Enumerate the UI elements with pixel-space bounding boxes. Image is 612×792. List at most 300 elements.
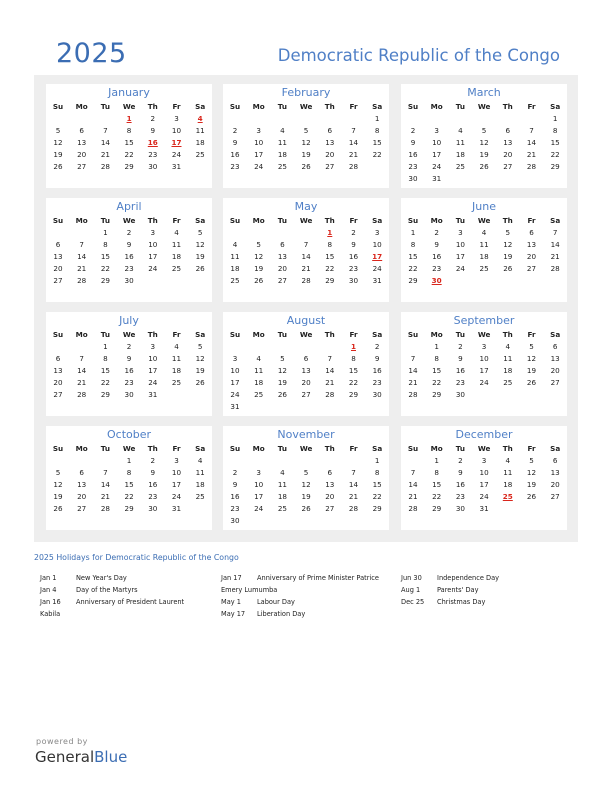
day: 18	[277, 150, 287, 159]
day: 5	[505, 228, 511, 237]
day: 27	[550, 492, 560, 501]
day: 26	[195, 264, 205, 273]
day: 24	[171, 150, 182, 159]
day: 19	[301, 492, 311, 501]
day: 23	[230, 162, 240, 171]
day: 8	[327, 240, 333, 249]
generalblue-logo	[35, 748, 127, 766]
month-name: April	[116, 200, 142, 213]
weekday-header: Sa	[550, 444, 561, 453]
day: 26	[479, 162, 489, 171]
holiday-day: 16	[147, 138, 158, 147]
day: 6	[55, 354, 61, 363]
powered-by-label: powered by	[36, 737, 88, 746]
holiday-name: Labour Day	[257, 598, 295, 606]
day: 7	[79, 354, 84, 363]
weekday-header: Sa	[195, 330, 206, 339]
holiday-date: Jan 4	[40, 586, 57, 594]
day: 30	[124, 390, 134, 399]
day: 15	[408, 252, 418, 261]
month-september	[401, 312, 567, 416]
day: 14	[408, 366, 418, 375]
weekday-header: Fr	[172, 330, 181, 339]
day: 2	[126, 342, 132, 351]
day: 21	[408, 492, 418, 501]
day: 19	[195, 366, 205, 375]
weekday-header: Fr	[172, 102, 181, 111]
day: 25	[455, 162, 465, 171]
day: 28	[526, 162, 537, 171]
day: 3	[150, 342, 156, 351]
month-july	[46, 312, 212, 416]
day: 3	[150, 228, 156, 237]
weekday-header: Su	[407, 330, 419, 339]
holiday-column	[401, 572, 577, 608]
day: 9	[150, 126, 156, 135]
day: 2	[410, 126, 416, 135]
day: 30	[124, 276, 134, 285]
day: 20	[550, 480, 560, 489]
day: 25	[503, 378, 513, 387]
day: 11	[455, 138, 465, 147]
holiday-day: 1	[327, 228, 333, 237]
weekday-header: We	[122, 216, 136, 225]
day: 22	[550, 150, 560, 159]
day: 18	[195, 138, 205, 147]
day: 23	[432, 264, 442, 273]
day: 18	[277, 492, 287, 501]
day: 9	[410, 138, 416, 147]
holiday-day: 30	[431, 276, 442, 285]
holiday-row	[40, 584, 216, 596]
holiday-name: Independence Day	[437, 574, 500, 582]
weekday-header: Th	[147, 216, 158, 225]
day: 22	[100, 264, 110, 273]
weekday-header: Fr	[349, 330, 358, 339]
day: 28	[408, 390, 418, 399]
day: 14	[100, 480, 110, 489]
day: 18	[230, 264, 240, 273]
weekday-header: Su	[229, 216, 241, 225]
weekday-header: Tu	[100, 444, 110, 453]
day: 24	[148, 264, 158, 273]
day: 24	[171, 492, 182, 501]
day: 3	[174, 456, 179, 465]
weekday-header: Sa	[372, 444, 383, 453]
day: 13	[77, 480, 87, 489]
month-march	[401, 84, 567, 188]
holiday-day: 4	[197, 114, 203, 123]
day: 24	[148, 378, 158, 387]
day: 24	[479, 492, 489, 501]
day: 6	[529, 228, 534, 237]
day: 19	[254, 264, 264, 273]
weekday-header: Mo	[75, 102, 88, 111]
holiday-row	[40, 596, 216, 608]
month-name: June	[472, 200, 496, 213]
day: 31	[432, 174, 442, 183]
day: 5	[197, 228, 203, 237]
weekday-header: Mo	[430, 102, 443, 111]
day: 18	[254, 378, 264, 387]
day: 23	[148, 150, 158, 159]
day: 7	[79, 240, 84, 249]
day: 10	[148, 354, 158, 363]
day: 5	[280, 354, 285, 363]
day: 11	[171, 240, 182, 249]
day: 31	[479, 504, 489, 513]
day: 27	[53, 276, 63, 285]
weekday-header: Su	[407, 444, 419, 453]
day: 5	[481, 126, 487, 135]
day: 24	[455, 264, 465, 273]
day: 11	[277, 480, 287, 489]
day: 25	[230, 276, 240, 285]
day: 8	[552, 126, 558, 135]
day: 29	[100, 390, 110, 399]
day: 27	[503, 162, 513, 171]
day: 6	[280, 240, 285, 249]
day: 27	[53, 390, 63, 399]
day: 9	[232, 138, 238, 147]
weekday-header: We	[299, 444, 313, 453]
day: 31	[230, 402, 240, 411]
day: 13	[325, 138, 335, 147]
day: 14	[348, 480, 359, 489]
day: 11	[171, 354, 182, 363]
weekday-header: Fr	[349, 102, 358, 111]
day: 29	[432, 504, 442, 513]
day: 29	[100, 276, 110, 285]
day: 21	[301, 264, 311, 273]
day: 2	[150, 456, 156, 465]
day: 26	[53, 162, 63, 171]
weekday-header: Tu	[100, 330, 110, 339]
day: 16	[372, 366, 382, 375]
holiday-day: 1	[350, 342, 356, 351]
day: 30	[148, 162, 158, 171]
weekday-header: Sa	[372, 330, 383, 339]
day: 25	[277, 504, 287, 513]
day: 17	[479, 366, 489, 375]
weekday-header: Mo	[252, 330, 265, 339]
day: 1	[126, 456, 132, 465]
month-name: September	[453, 314, 515, 327]
day: 11	[254, 366, 264, 375]
day: 28	[348, 504, 359, 513]
holiday-date: May 1	[221, 598, 241, 606]
day: 6	[303, 354, 309, 363]
day: 5	[55, 126, 61, 135]
month-february	[223, 84, 389, 188]
day: 23	[372, 378, 382, 387]
holiday-date: Jan 1	[40, 574, 57, 582]
day: 15	[372, 138, 382, 147]
day: 30	[455, 504, 465, 513]
day: 15	[100, 366, 110, 375]
day: 2	[232, 468, 238, 477]
weekday-header: Th	[324, 216, 335, 225]
holiday-date: Aug 1	[401, 586, 421, 594]
weekday-header: Tu	[455, 330, 465, 339]
day: 3	[256, 126, 261, 135]
day: 7	[351, 126, 356, 135]
day: 11	[503, 354, 513, 363]
day: 22	[372, 492, 382, 501]
day: 4	[505, 342, 511, 351]
day: 30	[230, 516, 240, 525]
day: 20	[77, 492, 87, 501]
day: 17	[230, 378, 240, 387]
day: 10	[230, 366, 240, 375]
month-name: February	[281, 86, 331, 99]
day: 6	[505, 126, 511, 135]
day: 28	[550, 264, 560, 273]
day: 22	[124, 492, 134, 501]
day: 31	[171, 504, 182, 513]
month-january	[46, 84, 212, 188]
day: 19	[503, 252, 513, 261]
day: 3	[374, 228, 380, 237]
day: 10	[148, 240, 158, 249]
weekday-header: Fr	[527, 216, 536, 225]
weekday-header: We	[299, 216, 313, 225]
day: 25	[195, 492, 205, 501]
day: 14	[550, 240, 560, 249]
day: 21	[348, 150, 359, 159]
day: 9	[126, 354, 132, 363]
day: 21	[100, 492, 110, 501]
day: 16	[408, 150, 418, 159]
day: 24	[479, 378, 489, 387]
holiday-name: Liberation Day	[257, 610, 306, 618]
holiday-row	[401, 584, 577, 596]
day: 27	[325, 162, 335, 171]
day: 27	[526, 264, 537, 273]
weekday-header: Fr	[172, 216, 181, 225]
day: 1	[103, 228, 108, 237]
day: 29	[348, 390, 359, 399]
weekday-header: Sa	[550, 330, 561, 339]
day: 14	[325, 366, 335, 375]
day: 6	[327, 126, 333, 135]
day: 17	[254, 492, 264, 501]
day: 13	[550, 468, 560, 477]
weekday-header: Mo	[252, 102, 265, 111]
day: 13	[53, 366, 63, 375]
day: 11	[195, 468, 205, 477]
day: 17	[254, 150, 264, 159]
month-name: August	[286, 314, 326, 327]
day: 27	[550, 378, 560, 387]
day: 19	[479, 150, 489, 159]
day: 24	[372, 264, 382, 273]
day: 9	[434, 240, 439, 249]
weekday-header: Mo	[75, 216, 88, 225]
day: 14	[301, 252, 311, 261]
day: 15	[348, 366, 359, 375]
weekday-header: We	[477, 102, 491, 111]
day: 29	[124, 162, 134, 171]
day: 23	[124, 264, 134, 273]
holiday-row	[40, 608, 216, 620]
day: 24	[254, 162, 264, 171]
day: 22	[124, 150, 134, 159]
day: 14	[526, 138, 537, 147]
day: 7	[303, 240, 309, 249]
day: 25	[171, 378, 182, 387]
day: 29	[124, 504, 134, 513]
weekday-header: Su	[52, 330, 64, 339]
day: 29	[408, 276, 418, 285]
day: 27	[325, 504, 335, 513]
weekday-header: We	[122, 330, 136, 339]
weekday-header: Tu	[455, 216, 465, 225]
weekday-header: Tu	[455, 102, 465, 111]
weekday-header: Mo	[430, 444, 443, 453]
day: 10	[254, 480, 264, 489]
weekday-header: Tu	[277, 216, 287, 225]
day: 15	[124, 480, 134, 489]
day: 24	[230, 390, 240, 399]
holiday-date: Jun 30	[401, 574, 422, 582]
day: 28	[100, 504, 110, 513]
day: 18	[195, 480, 205, 489]
holiday-name-continued: Emery Lumumba	[221, 586, 278, 594]
holiday-day: 25	[502, 492, 513, 501]
day: 13	[526, 240, 537, 249]
day: 26	[526, 492, 537, 501]
weekday-header: Su	[229, 330, 241, 339]
day: 12	[195, 354, 205, 363]
day: 1	[374, 456, 380, 465]
day: 10	[171, 468, 182, 477]
day: 16	[124, 366, 134, 375]
day: 21	[526, 150, 537, 159]
holiday-column	[40, 572, 216, 620]
day: 12	[301, 138, 311, 147]
day: 4	[280, 468, 285, 477]
day: 31	[372, 276, 382, 285]
weekday-header: We	[299, 330, 313, 339]
day: 6	[79, 126, 84, 135]
weekday-header: Sa	[195, 444, 206, 453]
month-name: November	[277, 428, 335, 441]
day: 26	[53, 504, 63, 513]
day: 24	[254, 504, 264, 513]
day: 8	[103, 240, 108, 249]
day: 8	[374, 126, 380, 135]
day: 4	[280, 126, 285, 135]
day: 3	[256, 468, 261, 477]
day: 22	[432, 378, 442, 387]
weekday-header: Th	[147, 330, 158, 339]
day: 16	[455, 480, 465, 489]
day: 26	[301, 162, 311, 171]
day: 8	[103, 354, 108, 363]
day: 14	[100, 138, 110, 147]
month-october	[46, 426, 212, 530]
day: 13	[53, 252, 63, 261]
day: 22	[348, 378, 359, 387]
day: 12	[526, 468, 537, 477]
holiday-day: 17	[372, 252, 383, 261]
weekday-header: Mo	[430, 216, 443, 225]
weekday-header: Th	[324, 444, 335, 453]
day: 16	[455, 366, 465, 375]
day: 11	[479, 240, 489, 249]
day: 18	[503, 366, 513, 375]
day: 9	[351, 240, 356, 249]
day: 12	[53, 480, 63, 489]
holiday-row	[221, 596, 397, 608]
weekday-header: Mo	[75, 444, 88, 453]
year-title: 2025	[56, 38, 127, 69]
weekday-header: Th	[324, 330, 335, 339]
day: 2	[434, 228, 439, 237]
holiday-row	[401, 596, 577, 608]
weekday-header: Fr	[527, 444, 536, 453]
day: 19	[53, 150, 63, 159]
weekday-header: Th	[324, 102, 335, 111]
holiday-name: Christmas Day	[437, 598, 486, 606]
day: 25	[254, 390, 264, 399]
day: 3	[174, 114, 179, 123]
month-december	[401, 426, 567, 530]
day: 8	[434, 354, 439, 363]
day: 17	[455, 252, 465, 261]
holiday-date: Jan 17	[221, 574, 242, 582]
day: 5	[529, 456, 534, 465]
weekday-header: Tu	[455, 444, 465, 453]
day: 28	[348, 162, 359, 171]
holiday-name: Anniversary of Prime Minister Patrice	[257, 574, 379, 582]
month-may	[223, 198, 389, 302]
weekday-header: Su	[407, 102, 419, 111]
day: 13	[77, 138, 87, 147]
day: 12	[195, 240, 205, 249]
day: 5	[529, 342, 534, 351]
day: 23	[230, 504, 240, 513]
holiday-name: Parents' Day	[437, 586, 479, 594]
day: 20	[503, 150, 513, 159]
day: 3	[458, 228, 463, 237]
day: 23	[148, 492, 158, 501]
brand-blue: Blue	[94, 748, 128, 766]
day: 30	[148, 504, 158, 513]
day: 4	[197, 456, 203, 465]
day: 28	[77, 390, 87, 399]
day: 29	[550, 162, 560, 171]
day: 2	[374, 342, 380, 351]
day: 22	[408, 264, 418, 273]
weekday-header: Fr	[527, 330, 536, 339]
weekday-header: Sa	[372, 102, 383, 111]
day: 4	[458, 126, 463, 135]
day: 20	[301, 378, 311, 387]
weekday-header: Th	[502, 216, 513, 225]
weekday-header: Mo	[75, 330, 88, 339]
day: 25	[277, 162, 287, 171]
weekday-header: Th	[502, 444, 513, 453]
day: 16	[432, 252, 442, 261]
day: 26	[503, 264, 513, 273]
day: 28	[325, 390, 335, 399]
day: 10	[479, 354, 489, 363]
weekday-header: Su	[229, 102, 241, 111]
day: 6	[327, 468, 333, 477]
day: 20	[325, 492, 335, 501]
